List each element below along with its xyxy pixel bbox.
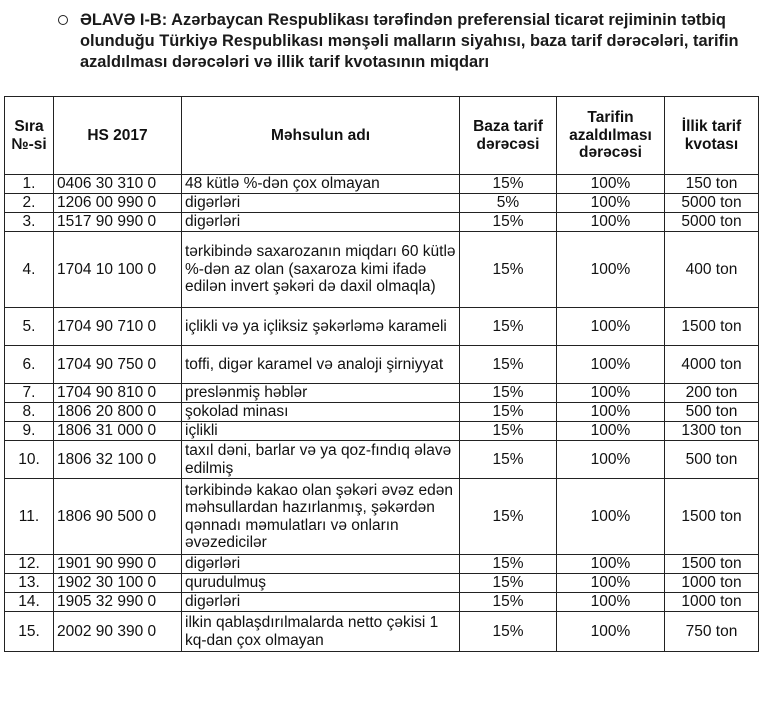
product-name: içlikli [182, 422, 460, 441]
reduction-rate: 100% [557, 194, 665, 213]
row-number: 4. [5, 232, 54, 308]
reduction-rate: 100% [557, 574, 665, 593]
product-name: şokolad minası [182, 403, 460, 422]
row-number: 15. [5, 612, 54, 652]
table-row [5, 308, 759, 346]
table-row [5, 555, 759, 574]
annual-quota: 5000 ton [665, 194, 759, 213]
base-rate: 15% [460, 213, 557, 232]
table-row [5, 403, 759, 422]
base-rate: 15% [460, 593, 557, 612]
reduction-rate: 100% [557, 403, 665, 422]
hs-code: 1704 90 750 0 [54, 346, 182, 384]
hs-code: 1517 90 990 0 [54, 213, 182, 232]
product-name: tərkibində saxarozanın miqdarı 60 kütlə %-dən az olan (saxaroza kimi ifadə edilən invert şəkəri də daxil olmaqla) [182, 232, 460, 308]
row-number: 1. [5, 175, 54, 194]
col-header-reduction: Tarifin azaldılması dərəcəsi [557, 97, 665, 175]
table-header-row [5, 97, 759, 175]
reduction-rate: 100% [557, 346, 665, 384]
base-rate: 15% [460, 175, 557, 194]
table-row [5, 441, 759, 479]
tariff-table [4, 96, 759, 652]
base-rate: 15% [460, 612, 557, 652]
product-name: toffi, digər karamel və analoji şirniyyat [182, 346, 460, 384]
annual-quota: 5000 ton [665, 213, 759, 232]
row-number: 9. [5, 422, 54, 441]
product-name: tərkibində kakao olan şəkəri əvəz edən məhsullardan hazırlanmış, şəkərdən qənnadı məmulatları və onların əvəzedicilər [182, 479, 460, 555]
base-rate: 15% [460, 555, 557, 574]
annual-quota: 200 ton [665, 384, 759, 403]
product-name: digərləri [182, 593, 460, 612]
hs-code: 1806 90 500 0 [54, 479, 182, 555]
hs-code: 1901 90 990 0 [54, 555, 182, 574]
annual-quota: 4000 ton [665, 346, 759, 384]
hs-code: 1806 31 000 0 [54, 422, 182, 441]
product-name: preslənmiş həblər [182, 384, 460, 403]
hs-code: 1704 90 710 0 [54, 308, 182, 346]
hs-code: 1704 90 810 0 [54, 384, 182, 403]
reduction-rate: 100% [557, 555, 665, 574]
row-number: 7. [5, 384, 54, 403]
hs-code: 1902 30 100 0 [54, 574, 182, 593]
product-name: digərləri [182, 555, 460, 574]
bullet-icon [58, 15, 68, 25]
annual-quota: 500 ton [665, 441, 759, 479]
row-number: 6. [5, 346, 54, 384]
table-row [5, 232, 759, 308]
base-rate: 15% [460, 441, 557, 479]
product-name: 48 kütlə %-dən çox olmayan [182, 175, 460, 194]
base-rate: 15% [460, 574, 557, 593]
annual-quota: 1500 ton [665, 555, 759, 574]
reduction-rate: 100% [557, 175, 665, 194]
row-number: 5. [5, 308, 54, 346]
reduction-rate: 100% [557, 593, 665, 612]
row-number: 2. [5, 194, 54, 213]
row-number: 14. [5, 593, 54, 612]
base-rate: 15% [460, 232, 557, 308]
product-name: ilkin qablaşdırılmalarda netto çəkisi 1 kq-dan çox olmayan [182, 612, 460, 652]
annual-quota: 1500 ton [665, 479, 759, 555]
annual-quota: 400 ton [665, 232, 759, 308]
reduction-rate: 100% [557, 308, 665, 346]
table-row [5, 213, 759, 232]
annual-quota: 1300 ton [665, 422, 759, 441]
reduction-rate: 100% [557, 441, 665, 479]
product-name: içlikli və ya içliksiz şəkərləmə karameli [182, 308, 460, 346]
hs-code: 1905 32 990 0 [54, 593, 182, 612]
row-number: 11. [5, 479, 54, 555]
base-rate: 15% [460, 346, 557, 384]
table-row [5, 574, 759, 593]
reduction-rate: 100% [557, 612, 665, 652]
hs-code: 0406 30 310 0 [54, 175, 182, 194]
hs-code: 1704 10 100 0 [54, 232, 182, 308]
hs-code: 1806 32 100 0 [54, 441, 182, 479]
row-number: 12. [5, 555, 54, 574]
table-row [5, 422, 759, 441]
base-rate: 15% [460, 384, 557, 403]
row-number: 13. [5, 574, 54, 593]
document-heading [80, 10, 762, 73]
col-header-quota: İllik tarif kvotası [665, 97, 759, 175]
row-number: 10. [5, 441, 54, 479]
col-header-no: Sıra №-si [5, 97, 54, 175]
annual-quota: 500 ton [665, 403, 759, 422]
annual-quota: 1000 ton [665, 574, 759, 593]
table-row [5, 175, 759, 194]
reduction-rate: 100% [557, 213, 665, 232]
table-row [5, 593, 759, 612]
table-row [5, 479, 759, 555]
hs-code: 2002 90 390 0 [54, 612, 182, 652]
reduction-rate: 100% [557, 232, 665, 308]
table-row [5, 346, 759, 384]
product-name: qurudulmuş [182, 574, 460, 593]
heading-text: ƏLAVƏ I-B: Azərbaycan Respublikası tərəfindən preferensial ticarət rejiminin tətbiq olunduğu Türkiyə Respublikası mənşəli malların siyahısı, baza tarif dərəcələri, tarifin azaldılması dərəcələri və illik tarif kvotasının miqdarı [80, 11, 739, 71]
base-rate: 15% [460, 308, 557, 346]
reduction-rate: 100% [557, 422, 665, 441]
base-rate: 15% [460, 422, 557, 441]
col-header-name: Məhsulun adı [182, 97, 460, 175]
base-rate: 5% [460, 194, 557, 213]
reduction-rate: 100% [557, 479, 665, 555]
base-rate: 15% [460, 403, 557, 422]
product-name: digərləri [182, 194, 460, 213]
table-row [5, 612, 759, 652]
reduction-rate: 100% [557, 384, 665, 403]
product-name: digərləri [182, 213, 460, 232]
col-header-hs: HS 2017 [54, 97, 182, 175]
col-header-base-rate: Baza tarif dərəcəsi [460, 97, 557, 175]
table-row [5, 194, 759, 213]
annual-quota: 1000 ton [665, 593, 759, 612]
annual-quota: 150 ton [665, 175, 759, 194]
base-rate: 15% [460, 479, 557, 555]
annual-quota: 1500 ton [665, 308, 759, 346]
row-number: 3. [5, 213, 54, 232]
hs-code: 1806 20 800 0 [54, 403, 182, 422]
hs-code: 1206 00 990 0 [54, 194, 182, 213]
table-row [5, 384, 759, 403]
product-name: taxıl dəni, barlar və ya qoz-fındıq əlavə edilmiş [182, 441, 460, 479]
row-number: 8. [5, 403, 54, 422]
annual-quota: 750 ton [665, 612, 759, 652]
